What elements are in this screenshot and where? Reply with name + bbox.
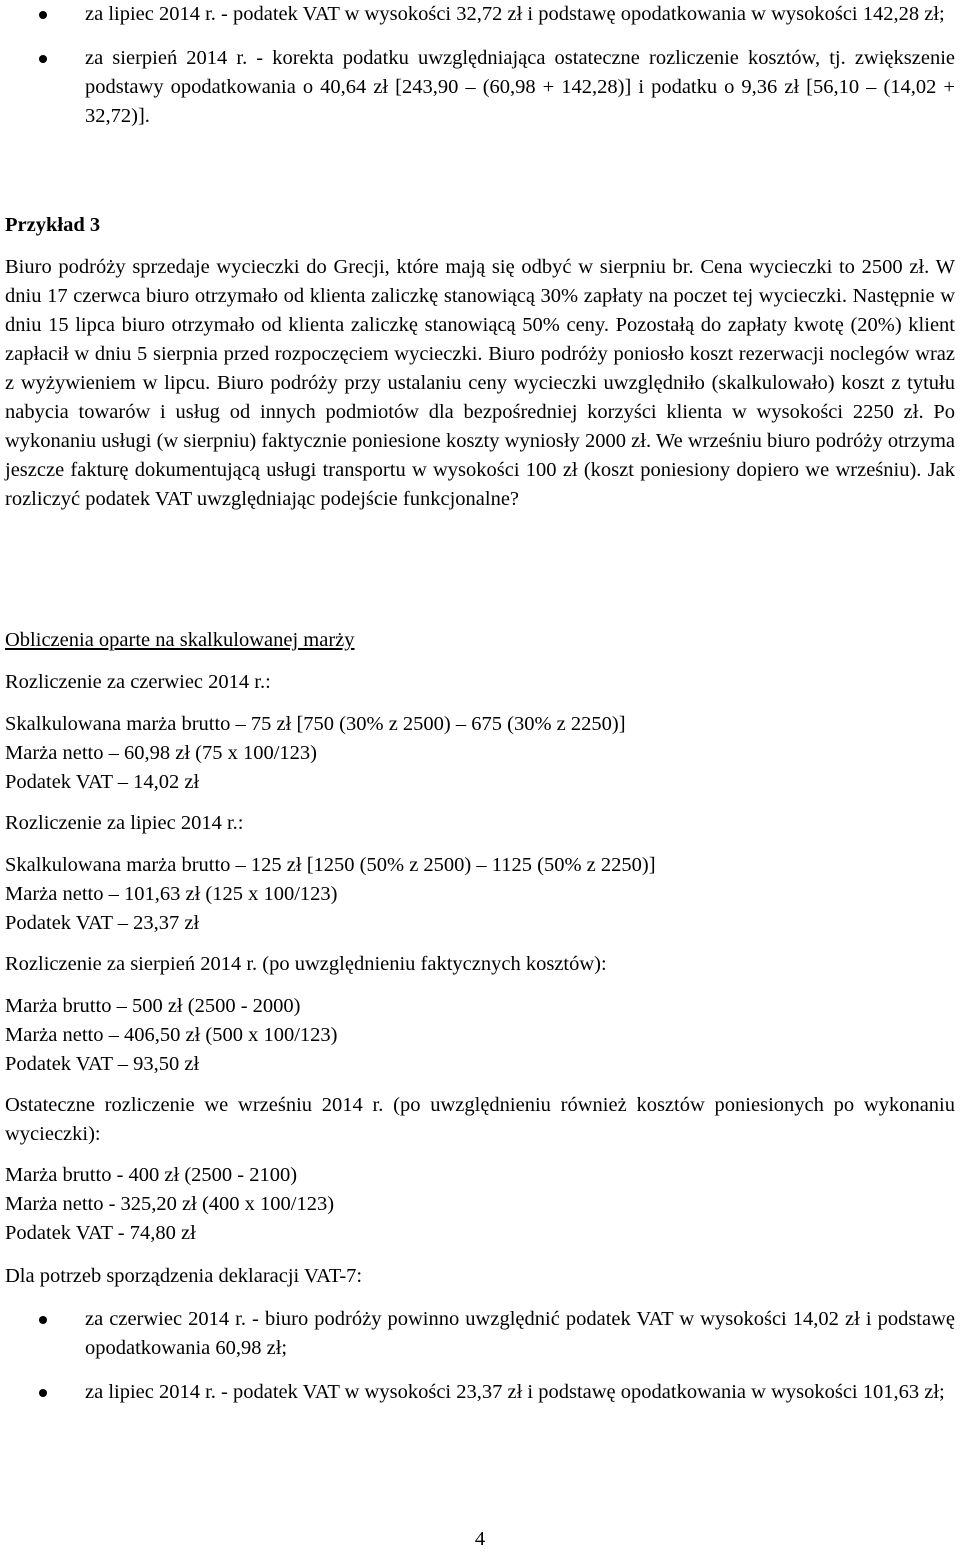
calc-line: Podatek VAT – 93,50 zł	[5, 1053, 200, 1075]
list-item: za lipiec 2014 r. - podatek VAT w wysokości 32,72 zł i podstawę opodatkowania w wysokości 142,28 zł;	[5, 0, 955, 29]
august-title: Rozliczenie za sierpień 2014 r. (po uwzględnieniu faktycznych kosztów):	[5, 953, 607, 975]
calc-line: Podatek VAT – 23,37 zł	[5, 912, 200, 934]
bottom-bullet-list	[5, 1305, 955, 1407]
calc-line: Marża brutto – 500 zł (2500 - 2000)	[5, 995, 301, 1017]
bullet-icon	[39, 1389, 47, 1397]
calc-line: Podatek VAT – 14,02 zł	[5, 771, 200, 793]
calc-line: Marża netto – 101,63 zł (125 x 100/123)	[5, 883, 338, 905]
august-lines	[5, 992, 955, 1079]
bullet-icon	[39, 11, 47, 19]
example-body: Biuro podróży sprzedaje wycieczki do Grecji, które mają się odbyć w sierpniu br. Cena wycieczki to 2500 zł. W dniu 17 czerwca biuro otrzymało od klienta zaliczkę stanowiącą 30% zapłaty na poczet tej wycieczki. Następnie w dniu 15 lipca biuro otrzymało od klienta zaliczkę stanowiącą 50% ceny. Pozostałą do zapłaty kwotę (20%) klient zapłacił w dniu 5 sierpnia przed rozpoczęciem wycieczki. Biuro podróży poniosło koszt rezerwacji noclegów wraz z wyżywieniem w lipcu. Biuro podróży przy ustalaniu ceny wycieczki uwzględniło (skalkulowało) koszt z tytułu nabycia towarów i usług od innych podmiotów dla bezpośredniej korzyści klienta w wysokości 2250 zł. Po wykonaniu usługi (w sierpniu) faktycznie poniesione koszty wyniosły 2000 zł. We wrześniu biuro podróży otrzyma jeszcze fakturę dokumentującą usługi transportu w wysokości 100 zł (koszt poniesiony dopiero we wrześniu). Jak rozliczyć podatek VAT uwzględniając podejście funkcjonalne?	[5, 256, 955, 510]
calc-heading: Obliczenia oparte na skalkulowanej marży	[5, 629, 355, 651]
calc-line: Marża netto – 406,50 zł (500 x 100/123)	[5, 1024, 338, 1046]
list-item: za czerwiec 2014 r. - biuro podróży powinno uwzględnić podatek VAT w wysokości 14,02 zł i podstawę opodatkowania 60,98 zł;	[5, 1305, 955, 1363]
calc-line: Marża netto - 325,20 zł (400 x 100/123)	[5, 1193, 335, 1215]
calc-line: Skalkulowana marża brutto – 125 zł [1250 (50% z 2500) – 1125 (50% z 2250)]	[5, 854, 656, 876]
example-heading: Przykład 3	[5, 214, 101, 236]
june-lines	[5, 710, 955, 797]
july-title: Rozliczenie za lipiec 2014 r.:	[5, 812, 244, 834]
list-item: za sierpień 2014 r. - korekta podatku uwzględniająca ostateczne rozliczenie kosztów, tj. zwiększenie podstawy opodatkowania o 40,64 zł [243,90 – (60,98 + 142,28)] i podatku o 9,36 zł [56,10 – (14,02 + 32,72)].	[5, 44, 955, 131]
july-lines	[5, 851, 955, 938]
calc-line: Skalkulowana marża brutto – 75 zł [750 (30% z 2500) – 675 (30% z 2250)]	[5, 713, 626, 735]
bullet-icon	[39, 1316, 47, 1324]
calc-line: Marża brutto - 400 zł (2500 - 2100)	[5, 1164, 298, 1186]
september-title: Ostateczne rozliczenie we wrześniu 2014 r. (po uwzględnieniu również kosztów poniesionych po wykonaniu wycieczki):	[5, 1094, 955, 1145]
bullet-icon	[39, 55, 47, 63]
top-bullet-list	[5, 0, 955, 131]
june-title: Rozliczenie za czerwiec 2014 r.:	[5, 671, 271, 693]
calc-line: Podatek VAT - 74,80 zł	[5, 1222, 196, 1244]
declaration-title: Dla potrzeb sporządzenia deklaracji VAT-7:	[5, 1265, 363, 1287]
september-lines	[5, 1161, 955, 1248]
list-item: za lipiec 2014 r. - podatek VAT w wysokości 23,37 zł i podstawę opodatkowania w wysokości 101,63 zł;	[5, 1378, 955, 1407]
calc-line: Marża netto – 60,98 zł (75 x 100/123)	[5, 742, 317, 764]
page-number: 4	[474, 1528, 486, 1550]
